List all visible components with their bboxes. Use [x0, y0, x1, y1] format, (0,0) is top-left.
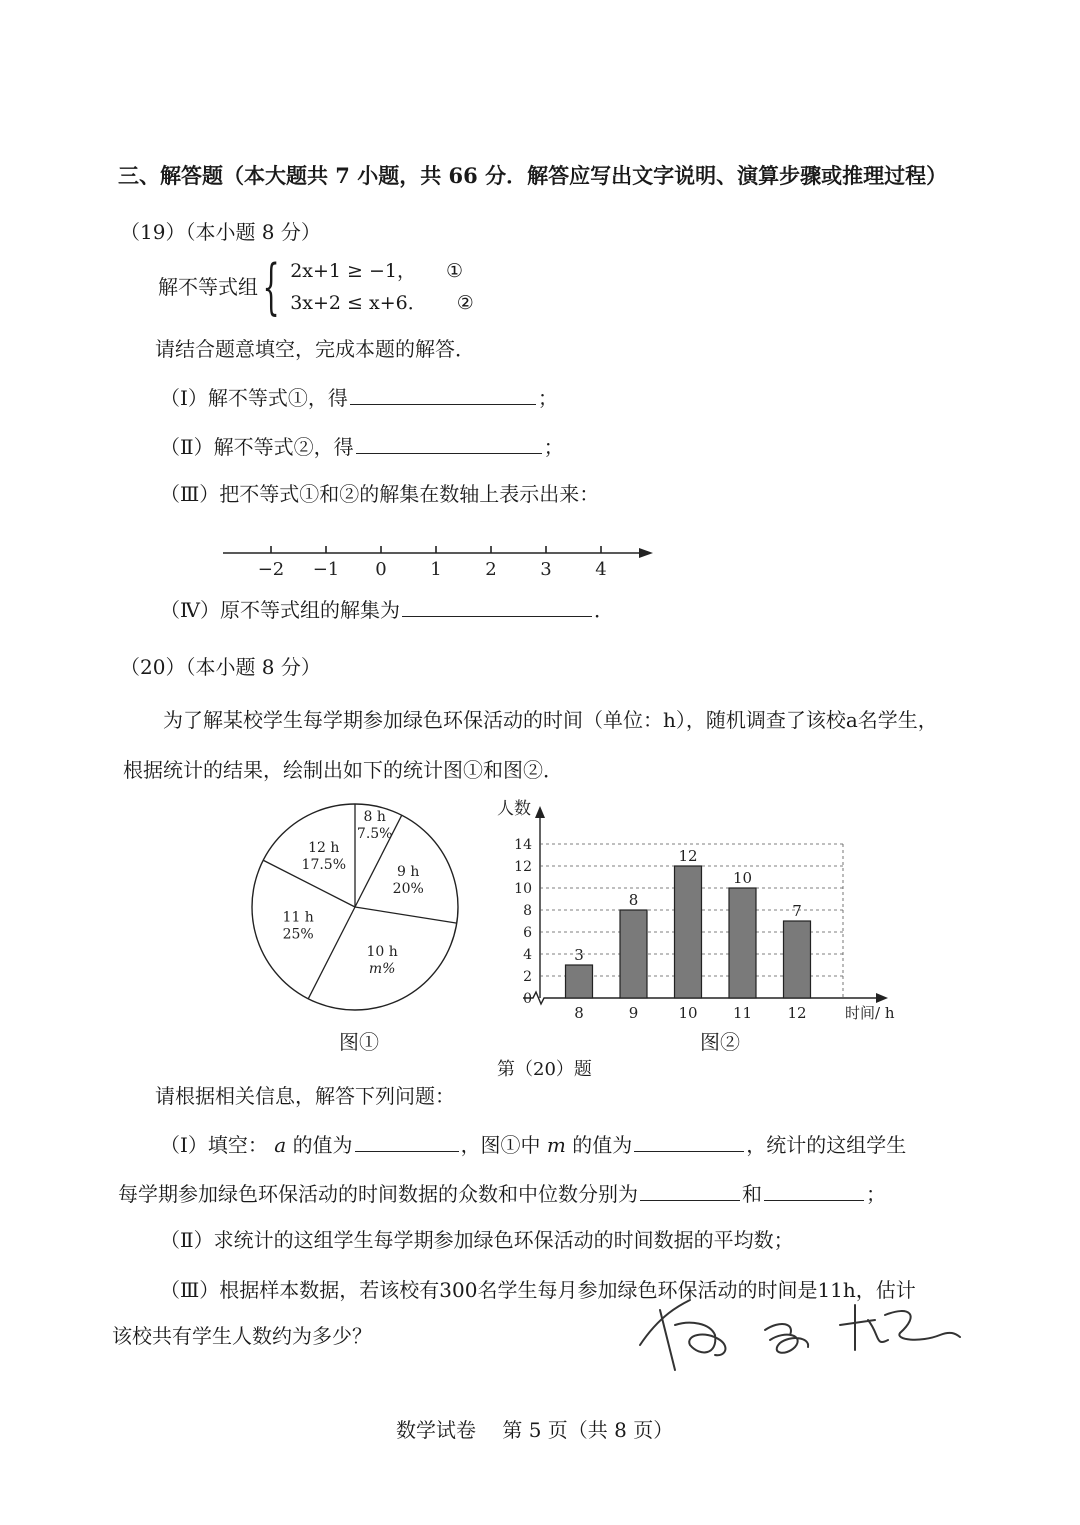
bar	[784, 921, 811, 998]
q20-header: （20）（本小题 8 分）	[120, 655, 321, 679]
q20-part2: （Ⅱ）求统计的这组学生每学期参加绿色环保活动的时间数据的平均数；	[160, 1228, 794, 1252]
bar-y-tick-label: 2	[523, 969, 532, 985]
number-line-tick-label: 0	[375, 559, 387, 580]
q19-part1-text: （Ⅰ）解不等式①，得	[160, 386, 348, 410]
q20-intro-line1: 为了解某校学生每学期参加绿色环保活动的时间（单位：h），随机调查了该校a名学生，	[163, 708, 938, 732]
bar-y-tick-label: 4	[523, 947, 532, 963]
q20-part1-text: （Ⅰ）填空：	[160, 1133, 268, 1157]
q19-header: （19）（本小题 8 分）	[120, 220, 321, 244]
q20-part1-cont	[118, 1180, 886, 1206]
pie-slice-category: 8 h	[363, 808, 386, 825]
bar-value-label: 7	[792, 902, 802, 920]
text: 和	[742, 1182, 762, 1206]
answer-blank[interactable]	[402, 596, 592, 617]
bar-x-tick-label: 9	[628, 1004, 639, 1022]
inequality-1: 2x+1 ≥ −1，	[290, 260, 417, 282]
number-line-ticks	[258, 546, 607, 580]
q19-instruction: 请结合题意填空，完成本题的解答．	[155, 337, 475, 361]
var-m: m	[546, 1133, 566, 1157]
q19-part2	[160, 433, 564, 459]
pie-slice-percent: 17.5%	[301, 857, 347, 874]
bar-chart	[495, 792, 915, 1032]
number-line-tick-label: 2	[485, 559, 497, 580]
bar-y-tick-label: 0	[523, 991, 532, 1007]
answer-blank[interactable]	[350, 384, 536, 405]
brace-symbol: {	[262, 252, 280, 322]
bar	[729, 888, 756, 998]
bar-x-axis-arrow	[876, 993, 888, 1003]
q20-intro-line2: 根据统计的结果，绘制出如下的统计图①和图②．	[123, 758, 563, 782]
fig2-caption: 图②	[700, 1030, 740, 1054]
answer-blank[interactable]	[640, 1180, 740, 1201]
bar-y-tick-label: 12	[514, 859, 532, 875]
bar	[675, 866, 702, 998]
pie-slice-percent: 7.5%	[356, 825, 393, 842]
bar	[566, 965, 593, 998]
bar-x-axis-title: 时间/ h	[845, 1004, 895, 1022]
bar-y-axis-title: 人数	[497, 799, 531, 819]
bar-y-tick-label: 6	[523, 925, 532, 941]
text: 每学期参加绿色环保活动的时间数据的众数和中位数分别为	[118, 1182, 638, 1206]
bar-value-label: 12	[678, 847, 698, 865]
signature	[620, 1285, 970, 1375]
pie-slice-percent: m%	[368, 961, 396, 978]
text: 的值为	[572, 1133, 633, 1157]
text: 的值为	[292, 1133, 353, 1157]
var-a: a	[274, 1133, 287, 1157]
section-title: 三、解答题（本大题共 7 小题，共 66 分．解答应写出文字说明、演算步骤或推理过程）	[118, 163, 948, 188]
answer-blank[interactable]	[356, 433, 542, 454]
q19-intro: 解不等式组	[158, 275, 258, 299]
bar-x-tick-label: 12	[787, 1004, 807, 1022]
number-line-tick-label: 1	[430, 559, 442, 580]
answer-blank[interactable]	[764, 1180, 864, 1201]
pie-slice-boundary	[355, 907, 457, 923]
punct: ．	[593, 598, 614, 622]
answer-blank[interactable]	[634, 1131, 744, 1152]
q20-part3: （Ⅲ）根据样本数据，若该校有300名学生每月参加绿色环保活动的时间是11h，估计	[160, 1278, 916, 1302]
q19-part4-text: （Ⅳ）原不等式组的解集为	[160, 598, 400, 622]
bar-y-axis-arrow	[535, 806, 545, 818]
bar-y-tick-label: 14	[514, 837, 532, 853]
mark-1: ①	[446, 260, 464, 282]
bar-y-tick-label: 8	[523, 903, 532, 919]
punct: ；	[543, 435, 564, 459]
figure-caption: 第（20）题	[497, 1059, 592, 1080]
number-line-tick-label: 3	[540, 559, 552, 580]
pie-slice-category: 10 h	[366, 944, 398, 961]
pie-chart	[245, 800, 475, 1020]
fig1-caption: 图①	[339, 1030, 379, 1054]
bar	[620, 910, 647, 998]
bar-y-tick-label: 10	[514, 881, 532, 897]
pie-slice-percent: 25%	[282, 926, 314, 943]
pie-slice-category: 9 h	[397, 863, 420, 880]
bar-x-tick-label: 11	[732, 1004, 753, 1022]
bar-value-label: 8	[628, 891, 639, 909]
number-line-tick-label: −1	[312, 559, 340, 580]
bar-x-tick-label: 8	[574, 1004, 584, 1022]
text: ，统计的这组学生	[746, 1133, 907, 1157]
number-line-tick-label: −2	[257, 559, 285, 580]
pie-slice-boundary	[308, 907, 355, 999]
pie-slice-category: 12 h	[308, 840, 340, 857]
mark-2: ②	[456, 292, 474, 314]
inequality-2: 3x+2 ≤ x+6．	[290, 292, 427, 314]
q19-part3: （Ⅲ）把不等式①和②的解集在数轴上表示出来：	[160, 482, 600, 506]
punct: ；	[866, 1182, 886, 1206]
q20-part3-cont: 该校共有学生人数约为多少？	[112, 1324, 372, 1348]
answer-blank[interactable]	[355, 1131, 459, 1152]
text: ，图①中	[460, 1133, 541, 1157]
page-footer: 数学试卷 第 5 页（共 8 页）	[396, 1418, 674, 1442]
pie-slice-percent: 20%	[392, 880, 424, 897]
q19-part4	[160, 596, 614, 622]
q20-prompt: 请根据相关信息，解答下列问题：	[155, 1084, 455, 1108]
pie-slice-category: 11 h	[282, 909, 314, 926]
q19-part2-text: （Ⅱ）解不等式②，得	[160, 435, 354, 459]
punct: ；	[537, 386, 558, 410]
inequality-system	[158, 252, 474, 322]
bar-value-label: 3	[574, 946, 584, 964]
q19-part1	[160, 384, 558, 410]
bar-x-tick-label: 10	[678, 1004, 698, 1022]
bar-value-label: 10	[732, 869, 753, 887]
q20-part1	[160, 1131, 906, 1157]
number-line-tick-label: 4	[595, 559, 607, 580]
number-line	[215, 538, 660, 580]
